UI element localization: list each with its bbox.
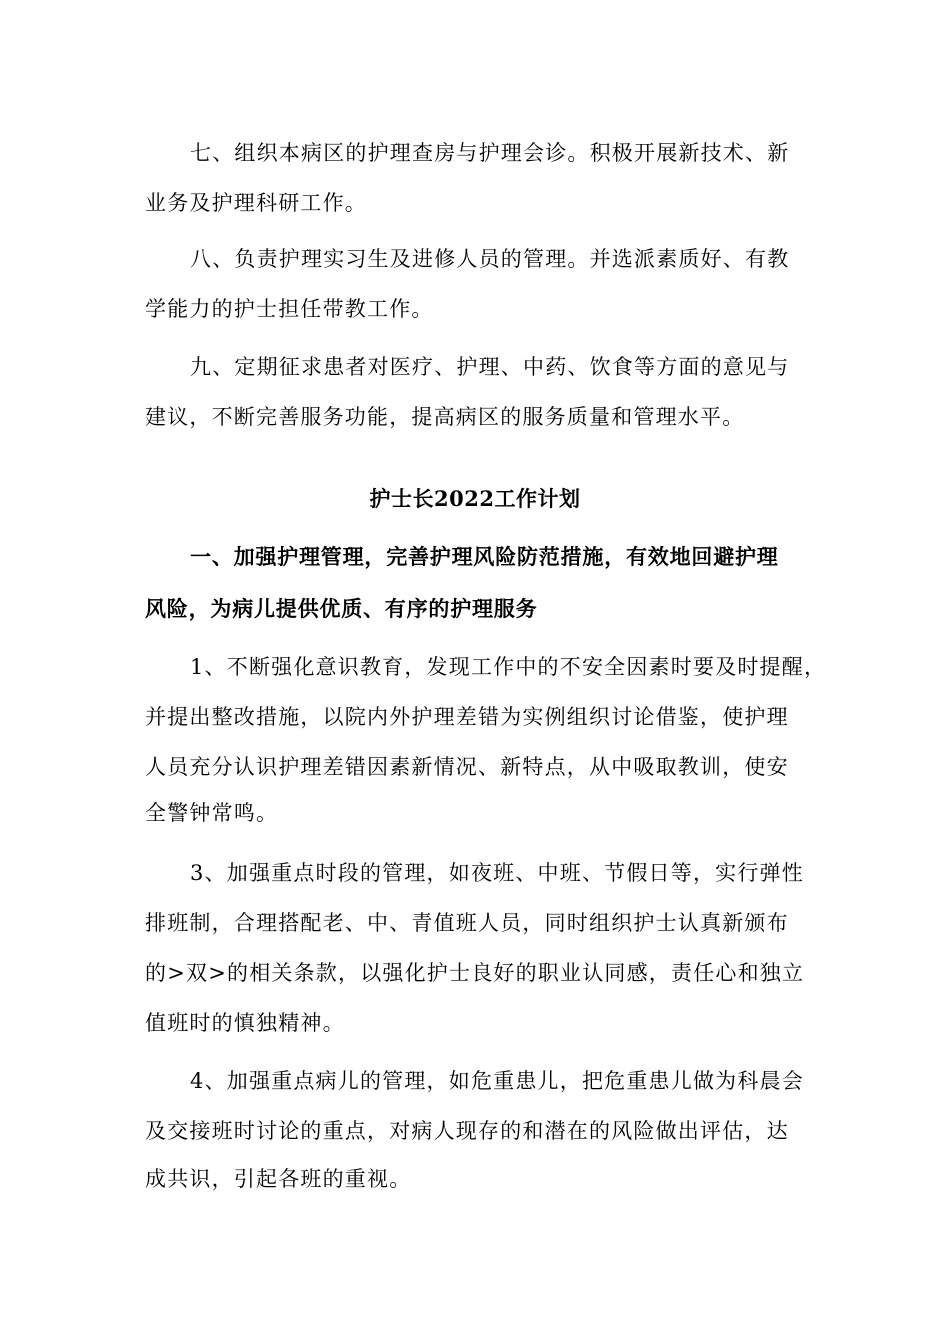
paragraph-9-line-2: 建议，不断完善服务功能，提高病区的服务质量和管理水平。 bbox=[145, 405, 745, 429]
item-3-line-3: 的>双>的相关条款，以强化护士良好的职业认同感，责任心和独立 bbox=[145, 961, 805, 985]
item-1-line-2: 并提出整改措施，以院内外护理差错为实例组织讨论借鉴，使护理 bbox=[145, 705, 789, 729]
item-3-line-4: 值班时的慎独精神。 bbox=[145, 1011, 345, 1035]
document-title: 护士长2022工作计划 bbox=[369, 486, 581, 511]
item-4-line-1: 4、加强重点病儿的管理，如危重患儿，把危重患儿做为科晨会 bbox=[190, 1069, 804, 1093]
item-3-line-1: 3、加强重点时段的管理，如夜班、中班、节假日等，实行弹性 bbox=[190, 861, 804, 885]
item-4-line-2: 及交接班时讨论的重点，对病人现存的和潜在的风险做出评估，达 bbox=[145, 1119, 789, 1143]
item-1-line-4: 全警钟常鸣。 bbox=[145, 801, 279, 825]
heading-1-line-2: 风险，为病儿提供优质、有序的护理服务 bbox=[145, 596, 538, 621]
item-1-line-1: 1、不断强化意识教育，发现工作中的不安全因素时要及时提醒， bbox=[190, 655, 827, 679]
paragraph-7-line-2: 业务及护理科研工作。 bbox=[145, 191, 367, 215]
heading-1-line-1: 一、加强护理管理，完善护理风险防范措施，有效地回避护理 bbox=[190, 544, 779, 569]
paragraph-8-line-1: 八、负责护理实习生及进修人员的管理。并选派素质好、有教 bbox=[190, 247, 790, 271]
item-4-line-3: 成共识，引起各班的重视。 bbox=[145, 1167, 412, 1191]
paragraph-7-line-1: 七、组织本病区的护理查房与护理会诊。积极开展新技术、新 bbox=[190, 141, 790, 165]
item-1-line-3: 人员充分认识护理差错因素新情况、新特点，从中吸取教训，使安 bbox=[145, 755, 789, 779]
item-3-line-2: 排班制，合理搭配老、中、青值班人员，同时组织护士认真新颁布 bbox=[145, 911, 789, 935]
paragraph-8-line-2: 学能力的护士担任带教工作。 bbox=[145, 297, 434, 321]
paragraph-9-line-1: 九、定期征求患者对医疗、护理、中药、饮食等方面的意见与 bbox=[190, 355, 790, 379]
